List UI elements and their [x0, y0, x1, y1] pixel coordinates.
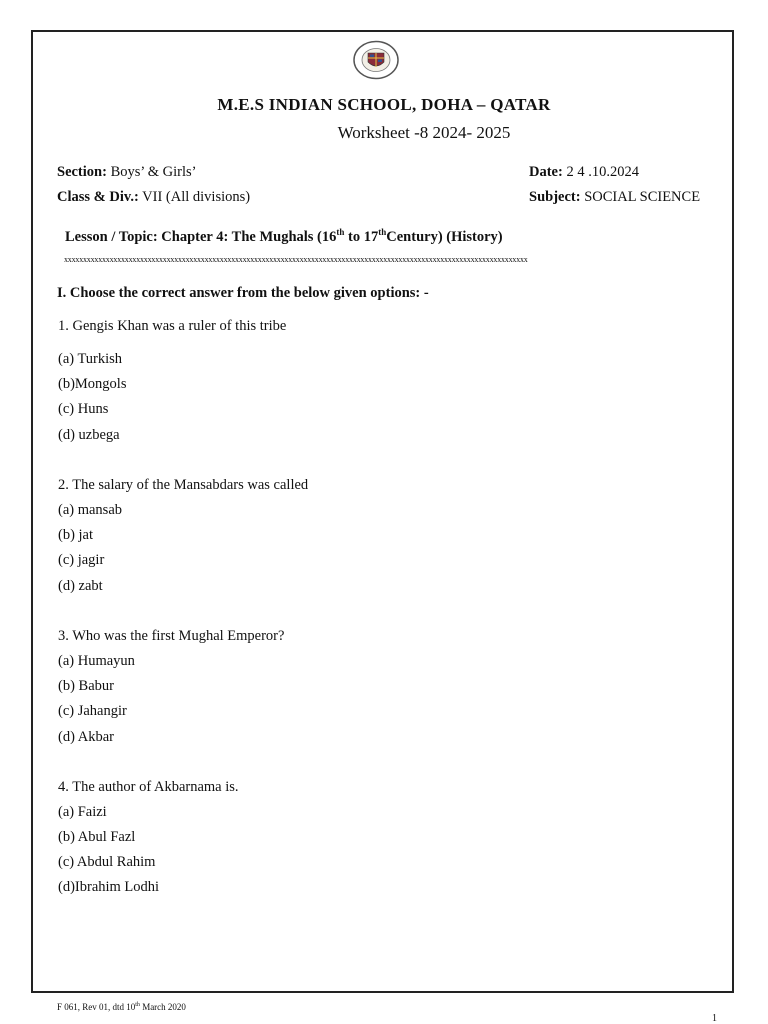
q4-option-b: (b) Abul Fazl	[58, 829, 136, 845]
q4-option-c: (c) Abdul Rahim	[58, 854, 156, 870]
class-label: Class & Div.:	[57, 189, 139, 205]
section-heading: I. Choose the correct answer from the below given options: -	[57, 285, 429, 301]
section-value: Boys’ & Girls’	[110, 164, 197, 180]
form-footer	[57, 1003, 186, 1012]
lesson-prefix: Lesson / Topic: Chapter 4: The Mughals (16	[65, 229, 337, 245]
page-number: 1	[712, 1013, 717, 1024]
question-4: 4. The author of Akbarnama is.	[58, 779, 239, 795]
footer-suffix: March 2020	[139, 1002, 186, 1012]
subject-value: SOCIAL SCIENCE	[584, 189, 701, 205]
q3-option-b: (b) Babur	[58, 678, 114, 694]
q2-option-a: (a) mansab	[58, 502, 123, 518]
q1-option-d: (d) uzbega	[58, 427, 120, 443]
worksheet-title: Worksheet -8 2024- 2025	[337, 123, 511, 142]
q1-option-b: (b)Mongols	[58, 376, 127, 392]
date-label: Date:	[529, 164, 563, 180]
subject-label: Subject:	[529, 189, 581, 205]
q3-option-c: (c) Jahangir	[58, 703, 127, 719]
footer-sup: th	[135, 1002, 140, 1008]
question-3: 3. Who was the first Mughal Emperor?	[58, 628, 285, 644]
school-name: M.E.S INDIAN SCHOOL, DOHA – QATAR	[217, 95, 551, 114]
q1-option-c: (c) Huns	[58, 401, 109, 417]
question-1: 1. Gengis Khan was a ruler of this tribe	[58, 318, 287, 334]
q2-option-b: (b) jat	[58, 527, 94, 543]
q4-option-a: (a) Faizi	[58, 804, 107, 820]
question-2: 2. The salary of the Mansabdars was called	[58, 477, 309, 493]
separator-line: xxxxxxxxxxxxxxxxxxxxxxxxxxxxxxxxxxxxxxxxxxxxxxxxxxxxxxxxxxxxxxxxxxxxxxxxxxxxxxxxxxxxxxxxxxxxxxxxxxxxxxxxxxxxxxxxxxxxxxxxxx	[64, 256, 528, 264]
lesson-suffix: Century) (History)	[386, 229, 503, 245]
q3-option-a: (a) Humayun	[58, 653, 135, 669]
date-field	[529, 165, 639, 180]
lesson-sup-2: th	[378, 227, 387, 238]
q3-option-d: (d) Akbar	[58, 729, 114, 745]
footer-prefix: F 061, Rev 01, dtd 10	[57, 1002, 136, 1012]
subject-field	[529, 190, 700, 205]
q2-option-d: (d) zabt	[58, 578, 103, 594]
school-logo	[352, 40, 400, 80]
class-value: VII (All divisions)	[142, 189, 251, 205]
lesson-sup-1: th	[336, 227, 345, 238]
q2-option-c: (c) jagir	[58, 552, 105, 568]
lesson-topic	[65, 227, 503, 245]
date-value: 2 4 .10.2024	[566, 164, 639, 180]
section-label: Section:	[57, 164, 107, 180]
section-field	[57, 165, 197, 180]
class-field	[57, 190, 250, 205]
lesson-middle: to 17	[344, 229, 379, 245]
q4-option-d: (d)Ibrahim Lodhi	[58, 879, 160, 895]
q1-option-a: (a) Turkish	[58, 351, 123, 367]
